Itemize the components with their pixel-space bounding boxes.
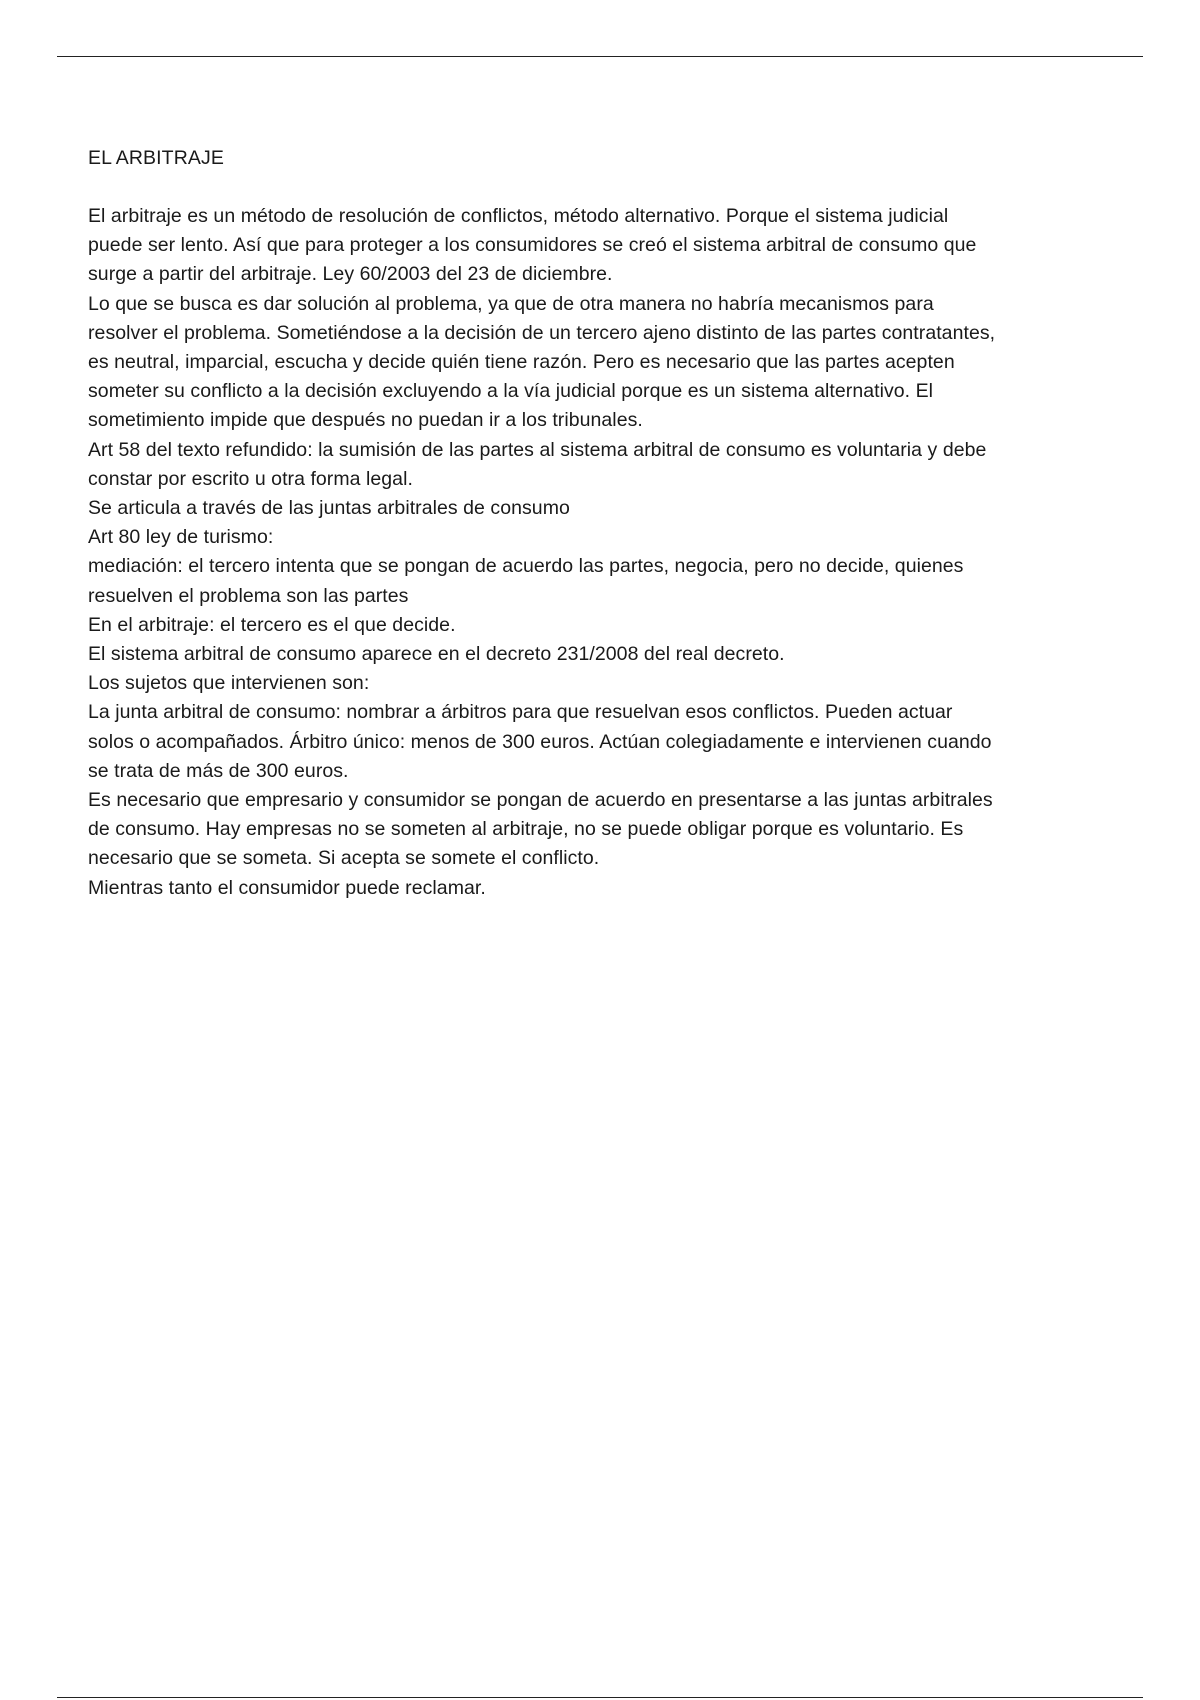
text-line: Los sujetos que intervienen son: bbox=[88, 672, 370, 695]
text-line: resuelven el problema son las partes bbox=[88, 584, 409, 607]
text-line: Art 80 ley de turismo: bbox=[88, 526, 274, 549]
text-line: Lo que se busca es dar solución al problema, ya que de otra manera no habría mecanismos para bbox=[88, 292, 934, 315]
text-line: La junta arbitral de consumo: nombrar a árbitros para que resuelvan esos conflictos. Pueden actuar bbox=[88, 701, 953, 724]
text-line: El sistema arbitral de consumo aparece en el decreto 231/2008 del real decreto. bbox=[88, 643, 785, 666]
text-line: En el arbitraje: el tercero es el que decide. bbox=[88, 613, 456, 636]
text-line: sometimiento impide que después no puedan ir a los tribunales. bbox=[88, 409, 643, 432]
text-line: resolver el problema. Sometiéndose a la decisión de un tercero ajeno distinto de las partes contratantes, bbox=[88, 321, 996, 344]
header-rule bbox=[57, 56, 1143, 57]
text-line: someter su conflicto a la decisión excluyendo a la vía judicial porque es un sistema alternativo. El bbox=[88, 380, 934, 403]
text-line: necesario que se someta. Si acepta se somete el conflicto. bbox=[88, 847, 600, 870]
text-line: puede ser lento. Así que para proteger a los consumidores se creó el sistema arbitral de consumo que bbox=[88, 234, 977, 257]
text-line: de consumo. Hay empresas no se someten al arbitraje, no se puede obligar porque es voluntario. Es bbox=[88, 818, 964, 841]
text-line: Art 58 del texto refundido: la sumisión de las partes al sistema arbitral de consumo es voluntaria y debe bbox=[88, 438, 987, 461]
text-line: surge a partir del arbitraje. Ley 60/2003 del 23 de diciembre. bbox=[88, 263, 613, 286]
text-line: solos o acompañados. Árbitro único: menos de 300 euros. Actúan colegiadamente e intervienen cuando bbox=[88, 730, 992, 753]
document-title: EL ARBITRAJE bbox=[88, 147, 224, 169]
footer-rule bbox=[57, 1697, 1143, 1698]
text-line: es neutral, imparcial, escucha y decide quién tiene razón. Pero es necesario que las partes acepten bbox=[88, 351, 955, 374]
text-line: constar por escrito u otra forma legal. bbox=[88, 467, 413, 490]
text-line: Es necesario que empresario y consumidor se pongan de acuerdo en presentarse a las juntas arbitrales bbox=[88, 789, 993, 812]
text-line: Mientras tanto el consumidor puede reclamar. bbox=[88, 876, 486, 899]
text-line: se trata de más de 300 euros. bbox=[88, 759, 349, 782]
document-text bbox=[88, 202, 1128, 903]
text-line: Se articula a través de las juntas arbitrales de consumo bbox=[88, 497, 570, 520]
document-body bbox=[88, 144, 1128, 903]
text-line: mediación: el tercero intenta que se pongan de acuerdo las partes, negocia, pero no decide, quienes bbox=[88, 555, 964, 578]
text-line: El arbitraje es un método de resolución de conflictos, método alternativo. Porque el sistema judicial bbox=[88, 205, 949, 227]
